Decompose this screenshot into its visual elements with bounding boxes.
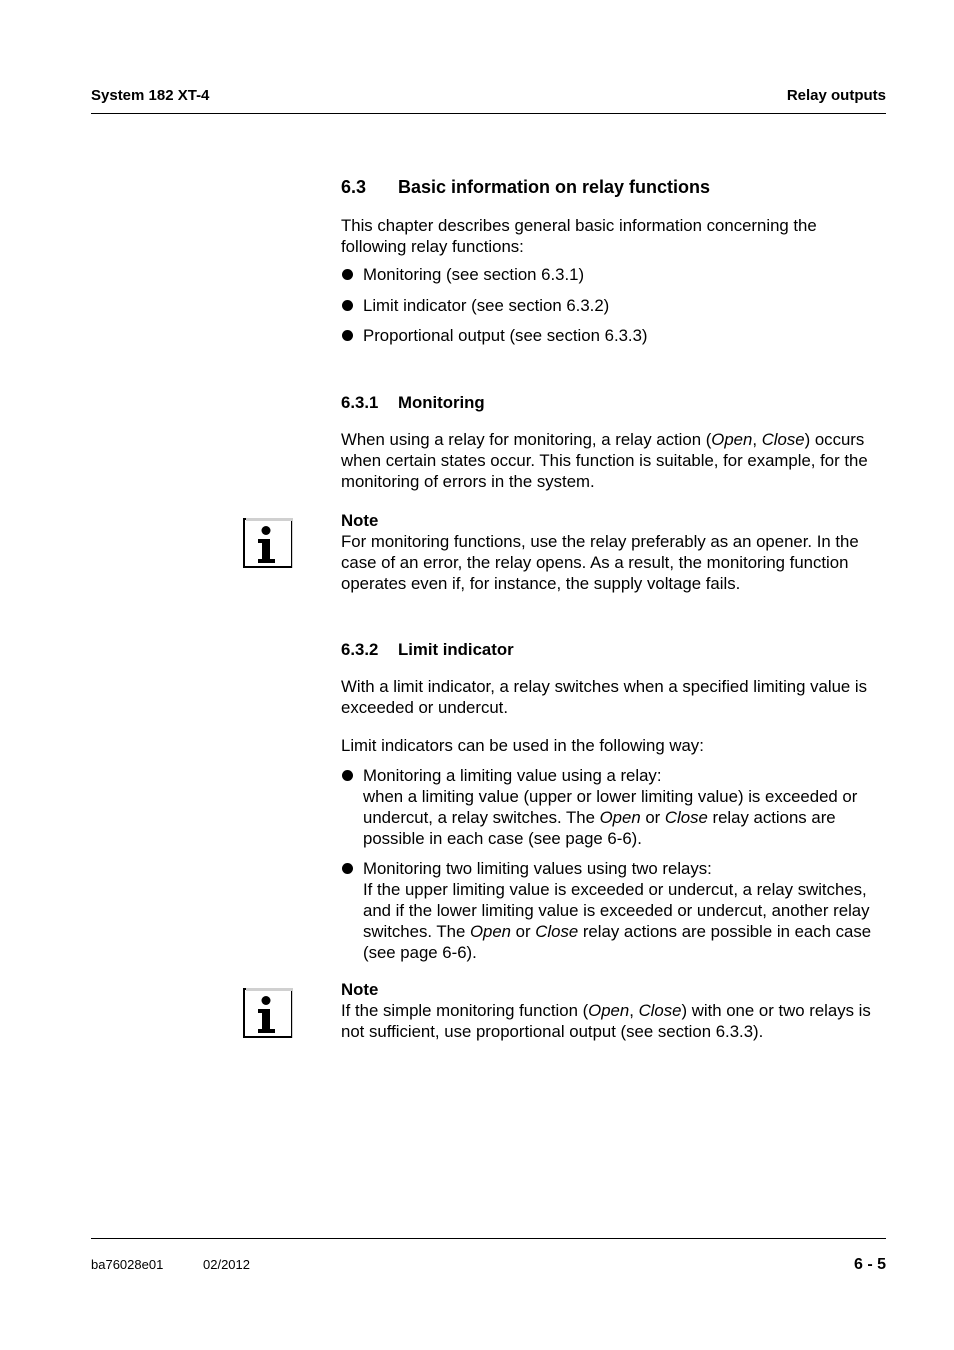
footer-divider xyxy=(91,1238,886,1239)
info-icon xyxy=(243,988,293,1038)
note-limit xyxy=(341,979,886,1042)
section-number: 6.3 xyxy=(341,177,367,197)
close-term: Close xyxy=(761,430,805,449)
header-divider xyxy=(91,113,886,114)
header-document-title: System 182 XT-4 xyxy=(91,87,210,104)
subsection-title: Monitoring xyxy=(398,393,485,412)
text-run: relay actions are possible in each case (see page 6-6). xyxy=(363,808,836,848)
text-run: ) occurs when certain states occur. This function is suitable, for example, for the monitoring of errors in the system. xyxy=(341,430,868,491)
open-term: Open xyxy=(711,430,753,449)
footer-doc-id: ba76028e01 xyxy=(91,1257,164,1272)
subsection-title: Limit indicator xyxy=(398,640,514,659)
section-title: Basic information on relay functions xyxy=(398,177,711,197)
limit-bullet-list xyxy=(341,765,886,963)
text-run: If the simple monitoring function ( xyxy=(341,1001,589,1020)
footer-date: 02/2012 xyxy=(203,1257,250,1272)
section-bullet-list xyxy=(341,264,886,346)
text-run: If the upper limiting value is exceeded or undercut, a relay switches, and if the lower limiting value is exceeded or undercut, another relay switches. The xyxy=(363,880,870,941)
subsection-number: 6.3.1 xyxy=(341,393,379,412)
text-run: relay actions are possible in each case (see page 6-6). xyxy=(363,922,872,962)
list-item xyxy=(341,325,886,346)
list-item-text: Proportional output (see section 6.3.3) xyxy=(363,326,648,345)
limit-paragraph-1: With a limit indicator, a relay switches when a specified limiting value is exceeded or undercut. xyxy=(341,677,868,717)
monitoring-paragraph xyxy=(341,429,886,492)
section-intro: This chapter describes general basic information concerning the following relay functions: xyxy=(341,216,817,256)
bullet-icon xyxy=(342,770,353,781)
text-run: , xyxy=(629,1001,639,1020)
list-item xyxy=(341,295,886,316)
subsection-number: 6.3.2 xyxy=(341,640,379,659)
text-run: , xyxy=(752,430,762,449)
bullet-icon xyxy=(342,330,353,341)
list-item-text: Monitoring (see section 6.3.1) xyxy=(363,265,585,284)
note-monitoring xyxy=(341,510,886,594)
text-run: or xyxy=(640,808,665,827)
bullet-icon xyxy=(342,269,353,280)
list-item-title: Monitoring two limiting values using two relays: xyxy=(363,859,712,878)
text-run: When using a relay for monitoring, a relay action ( xyxy=(341,430,712,449)
list-item-text: Limit indicator (see section 6.3.2) xyxy=(363,296,610,315)
open-term: Open xyxy=(599,808,641,827)
list-item xyxy=(341,858,886,963)
info-icon xyxy=(243,518,293,568)
header-chapter-title: Relay outputs xyxy=(786,87,886,104)
subsection-heading-monitoring xyxy=(341,393,485,413)
close-term: Close xyxy=(535,922,579,941)
text-run: ) with one or two relays is not sufficient, use proportional output (see section 6.3.3). xyxy=(341,1001,871,1041)
list-item-title: Monitoring a limiting value using a relay: xyxy=(363,766,662,785)
close-term: Close xyxy=(638,1001,682,1020)
bullet-icon xyxy=(342,300,353,311)
section-heading xyxy=(341,177,710,198)
note-text: For monitoring functions, use the relay preferably as an opener. In the case of an error, the relay opens. As a result, the monitoring function operates even if, for instance, the supply voltage fails. xyxy=(341,532,859,593)
note-label: Note xyxy=(341,980,379,999)
list-item xyxy=(341,264,886,285)
page-number: 6 - 5 xyxy=(853,1256,886,1273)
open-term: Open xyxy=(588,1001,630,1020)
note-label: Note xyxy=(341,511,379,530)
bullet-icon xyxy=(342,863,353,874)
subsection-heading-limit xyxy=(341,640,514,660)
open-term: Open xyxy=(469,922,512,941)
text-run: when a limiting value (upper or lower limiting value) is exceeded or undercut, a relay switches. The xyxy=(363,787,858,827)
close-term: Close xyxy=(664,808,708,827)
limit-paragraph-2: Limit indicators can be used in the following way: xyxy=(341,736,704,755)
text-run: or xyxy=(511,922,536,941)
list-item xyxy=(341,765,886,849)
